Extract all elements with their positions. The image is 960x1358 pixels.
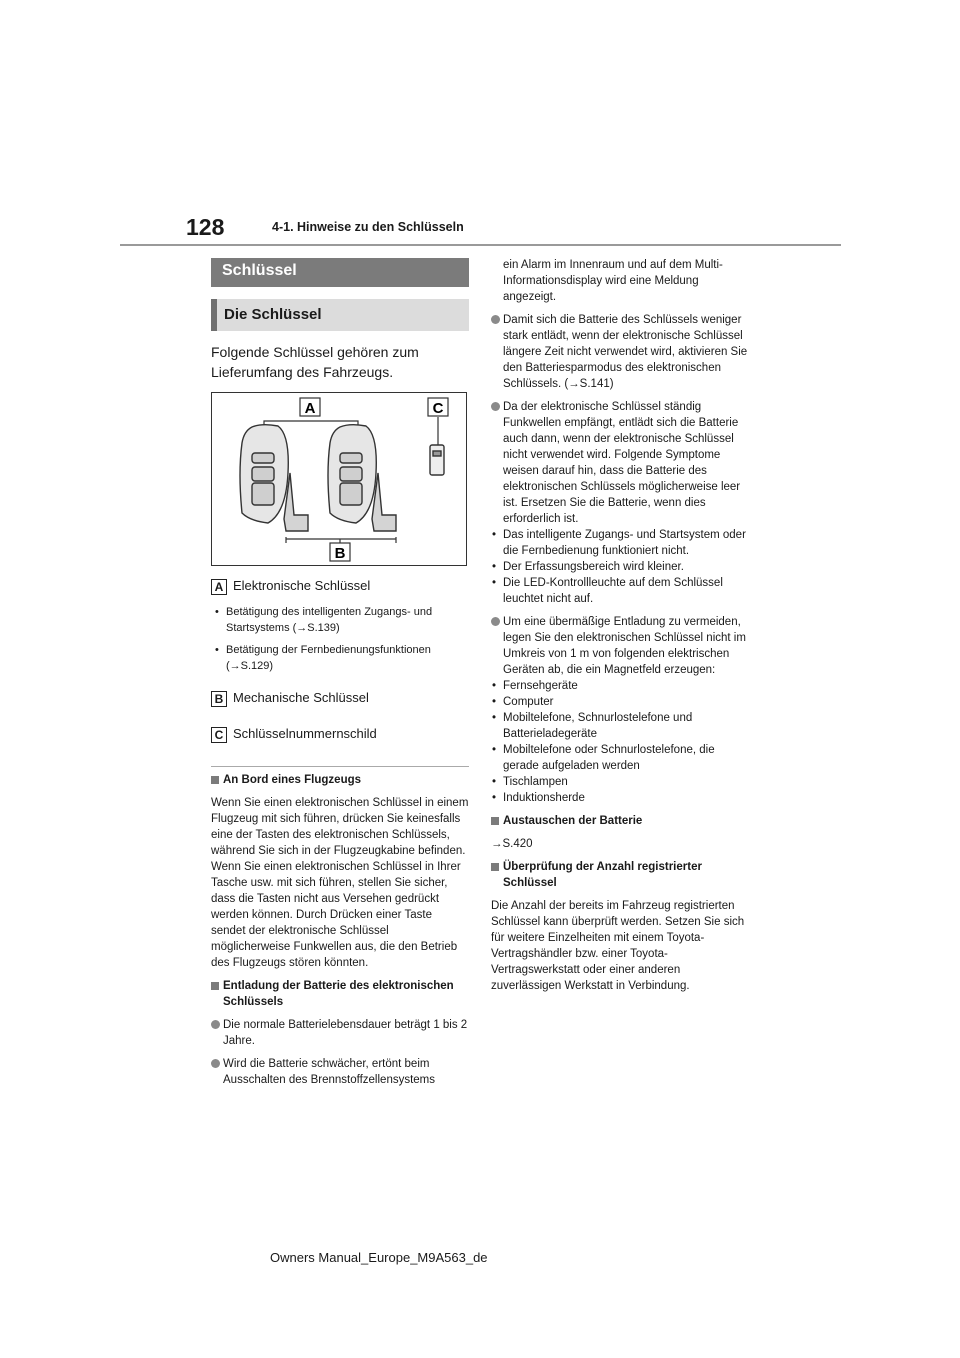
heading-aircraft: An Bord eines Flugzeugs — [211, 772, 469, 788]
item-a-text: Elektronische Schlüssel — [233, 578, 371, 593]
symptom-2: • Der Erfassungsbereich wird kleiner. — [491, 559, 753, 575]
divider — [211, 766, 469, 767]
footer: Owners Manual_Europe_M9A563_de — [270, 1250, 488, 1265]
aircraft-text: Wenn Sie einen elektronischen Schlüssel in einem Flugzeug mit sich führen, drücken Sie keinesfalls eine der Tasten des elektronischen Schlüssels, während Sie sich in der Flugzeugkabine befinden. Wenn Sie einen elektronischen Schlüssel in Ihrer Tasche usw. mit sich führen, stellen Sie sicher, dass die Tasten nicht aus Versehen gedrückt werden können. Durch Drücken einer Taste sendet der elektronische Schlüssel möglicherweise Funkwellen aus, die den Betrieb des Flugzeugs stören könnten. — [211, 797, 469, 969]
device-5: • Tischlampen — [491, 774, 753, 790]
magnetic-field-item: Um eine übermäßige Entladung zu vermeiden, legen Sie den elektronischen Schlüssel nicht im Umkreis von 1 m von folgenden elektrischen Geräten ab, die ein Magnetfeld erzeugen: — [491, 614, 753, 678]
device-1: • Fernsehgeräte — [491, 678, 753, 694]
label-c: C — [211, 727, 227, 743]
heading-registered-keys: Überprüfung der Anzahl registrierter Schlüssel — [491, 859, 753, 891]
device-3: • Mobiltelefone, Schnurlostelefone und Batterieladegeräte — [491, 710, 753, 742]
label-a: A — [211, 579, 227, 595]
device-2: • Computer — [491, 694, 753, 710]
label-b: B — [211, 691, 227, 707]
symptom-3: • Die LED-Kontrollleuchte auf dem Schlüssel leuchtet nicht auf. — [491, 575, 753, 607]
battery-life-item: Die normale Batterielebensdauer beträgt 1 bis 2 Jahre. — [211, 1017, 469, 1049]
subsection-title: Die Schlüssel — [211, 299, 469, 331]
keys-illustration — [212, 393, 466, 565]
item-b — [211, 690, 369, 707]
page-number: 128 — [186, 214, 225, 240]
figure-label-c-text: C — [432, 400, 444, 417]
symptoms-list — [491, 527, 753, 607]
intro-text: Folgende Schlüssel gehören zum Lieferumfang des Fahrzeugs. — [211, 344, 419, 380]
devices-list — [491, 678, 753, 806]
figure-label-a-text: A — [304, 400, 316, 417]
battery-alarm-item: Wird die Batterie schwächer, ertönt beim Ausschalten des Brennstoffzellensystems — [211, 1056, 469, 1088]
section-title: Schlüssel — [211, 258, 469, 287]
header-rule — [120, 244, 841, 246]
item-a — [211, 578, 370, 595]
figure-label-b-text: B — [334, 545, 346, 562]
key-number-plate — [430, 445, 444, 475]
alarm-continuation: ein Alarm im Innenraum und auf dem Multi-Informationsdisplay wird eine Meldung angezeigt. — [503, 259, 723, 303]
electronic-key-right — [328, 425, 396, 531]
keys-figure — [211, 392, 467, 566]
item-a-bullet-1: • Betätigung des intelligenten Zugangs- und Startsystems (→S.139) — [214, 604, 470, 636]
symptom-1: • Das intelligente Zugangs- und Startsystem oder die Fernbedienung funktioniert nicht. — [491, 527, 753, 559]
item-a-bullets — [214, 604, 470, 674]
heading-battery-replace: Austauschen der Batterie — [491, 813, 753, 829]
device-4: • Mobiltelefone oder Schnurlostelefone, die gerade aufgeladen werden — [491, 742, 753, 774]
item-a-bullet-2: • Betätigung der Fernbedienungsfunktionen (→S.129) — [214, 642, 470, 674]
device-6: • Induktionsherde — [491, 790, 753, 806]
battery-replace-ref: →S.420 — [491, 838, 533, 850]
item-c-text: Schlüsselnummernschild — [233, 726, 377, 741]
chapter-title: 4-1. Hinweise zu den Schlüsseln — [272, 220, 464, 234]
registered-keys-text: Die Anzahl der bereits im Fahrzeug registrierten Schlüssel kann überprüft werden. Setzen Sie sich für weitere Einzelheiten mit einem Toyota-Vertragshändler bzw. einer Toyota-Vertragswerkstatt oder einer anderen zuverlässigen Werkstatt in Verbindung. — [491, 900, 745, 992]
electronic-key-left — [240, 425, 308, 531]
left-column — [211, 772, 469, 1095]
symptoms-item: Da der elektronische Schlüssel ständig Funkwellen empfängt, entlädt sich die Batterie auch dann, wenn der elektronische Schlüssel nicht verwendet wird. Folgende Symptome weisen darauf hin, dass die Batterie des elektronischen Schlüssels möglicherweise leer ist. Ersetzen Sie die Batterie, wenn dies erforderlich ist. — [491, 399, 753, 527]
battery-save-item: Damit sich die Batterie des Schlüssels weniger stark entlädt, wenn der elektronische Schlüssel längere Zeit nicht verwendet wird, aktivieren Sie den Batteriesparmodus des elektronischen Schlüssels. (→S.141) — [491, 312, 753, 392]
right-column — [491, 257, 753, 1001]
item-c — [211, 726, 377, 743]
item-b-text: Mechanische Schlüssel — [233, 690, 369, 705]
heading-battery-drain: Entladung der Batterie des elektronischen Schlüssels — [211, 978, 469, 1010]
